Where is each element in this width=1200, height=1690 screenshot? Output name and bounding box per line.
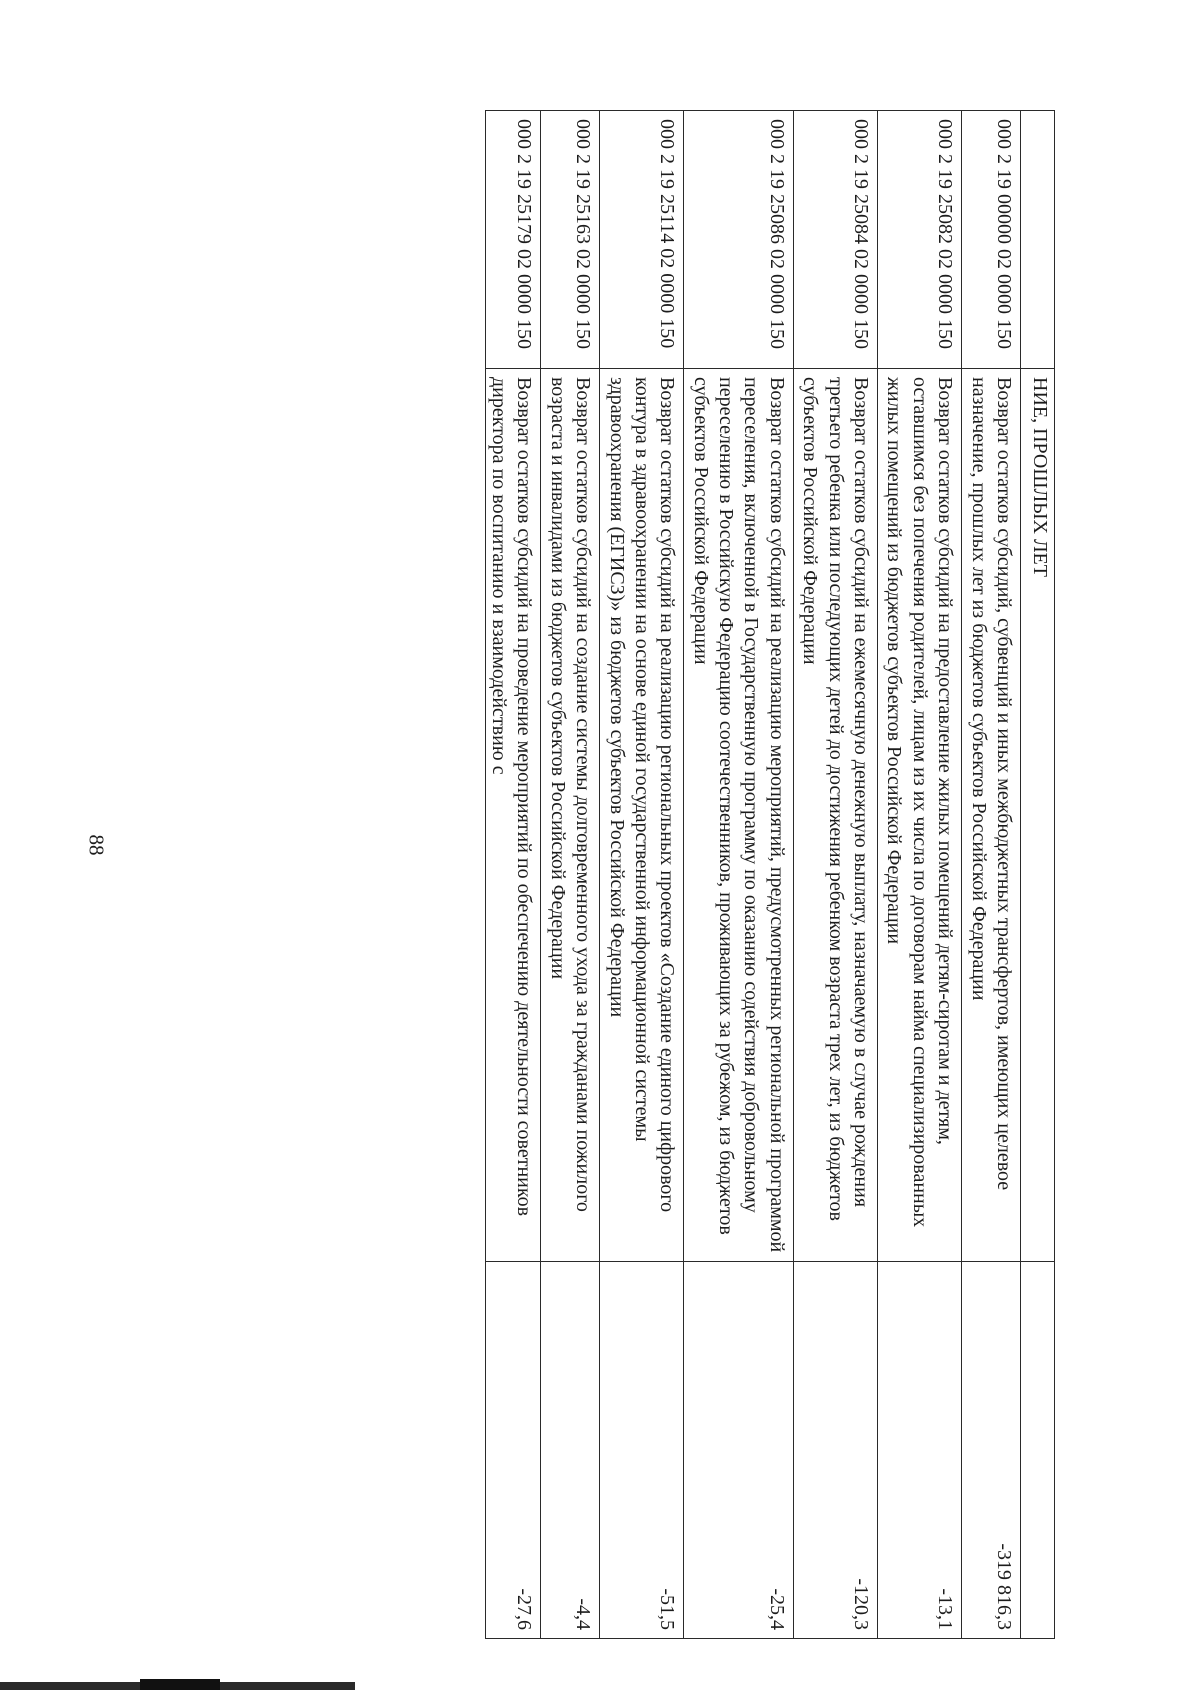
header-name-cell: НИЕ, ПРОШЛЫХ ЛЕТ	[1021, 369, 1055, 1262]
amount-cell: -4,4	[541, 1262, 600, 1639]
description-cell: Возврат остатков субсидий на проведение мероприятий по обеспечению деятельности советников директора по воспитанию и взаимодействию с	[485, 369, 541, 1262]
budget-code-cell: 000 2 19 25082 02 0000 150	[878, 111, 962, 369]
description-cell: Возврат остатков субсидий на создание системы долговременного ухода за гражданами пожилого возраста и инвалидами из бюджетов субъектов Российской Федерации	[541, 369, 600, 1262]
description-cell: Возврат остатков субсидий на предоставление жилых помещений детям-сиротам и детям, оставшимся без попечения родителей, лицам из их числа по договорам найма специализированных жилых помещений из бюджетов субъектов Российской Федерации	[878, 369, 962, 1262]
table-header-row	[1021, 111, 1055, 1639]
table-row	[541, 111, 600, 1639]
table-row	[485, 111, 541, 1639]
description-cell: Возврат остатков субсидий на реализацию региональных проектов «Создание единого цифрового контура в здравоохранении на основе единой государственной информационной системы здравоохранения (ЕГИСЗ)» из бюджетов субъектов Российской Федерации	[600, 369, 684, 1262]
amount-cell: -25,4	[684, 1262, 794, 1639]
page-number	[84, 834, 109, 856]
budget-code-cell: 000 2 19 25114 02 0000 150	[600, 111, 684, 369]
table-body	[485, 111, 1054, 1639]
budget-table	[485, 110, 1055, 1639]
page-number-text: 88	[84, 834, 109, 856]
table-row	[684, 111, 794, 1639]
table-row	[600, 111, 684, 1639]
description-cell: Возврат остатков субсидий на ежемесячную денежную выплату, назначаемую в случае рождения третьего ребенка или последующих детей до достижения ребенком возраста трех лет, из бюджетов субъектов Российской Федерации	[793, 369, 877, 1262]
budget-code-cell: 000 2 19 25179 02 0000 150	[485, 111, 541, 369]
budget-code-cell: 000 2 19 25084 02 0000 150	[793, 111, 877, 369]
budget-code-cell: 000 2 19 25163 02 0000 150	[541, 111, 600, 369]
amount-cell: -51,5	[600, 1262, 684, 1639]
amount-cell: -319 816,3	[962, 1262, 1021, 1639]
scan-edge-bar	[0, 1682, 355, 1690]
header-code-cell	[1021, 111, 1055, 369]
budget-table-container	[210, 110, 1055, 1630]
table-row	[793, 111, 877, 1639]
amount-cell: -27,6	[485, 1262, 541, 1639]
description-cell: Возврат остатков субсидий, субвенций и иных межбюджетных трансфертов, имеющих целевое назначение, прошлых лет из бюджетов субъектов Российской Федерации	[962, 369, 1021, 1262]
description-cell: Возврат остатков субсидий на реализацию мероприятий, предусмотренных региональной программой переселения, включенной в Государственную программу по оказанию содействия добровольному переселению в Российскую Федерацию соотечественников, проживающих за рубежом, из бюджетов субъектов Российской Федерации	[684, 369, 794, 1262]
budget-code-cell: 000 2 19 25086 02 0000 150	[684, 111, 794, 369]
table-row	[878, 111, 962, 1639]
header-value-cell	[1021, 1262, 1055, 1639]
amount-cell: -120,3	[793, 1262, 877, 1639]
budget-code-cell: 000 2 19 00000 02 0000 150	[962, 111, 1021, 369]
amount-cell: -13,1	[878, 1262, 962, 1639]
table-row	[962, 111, 1021, 1639]
